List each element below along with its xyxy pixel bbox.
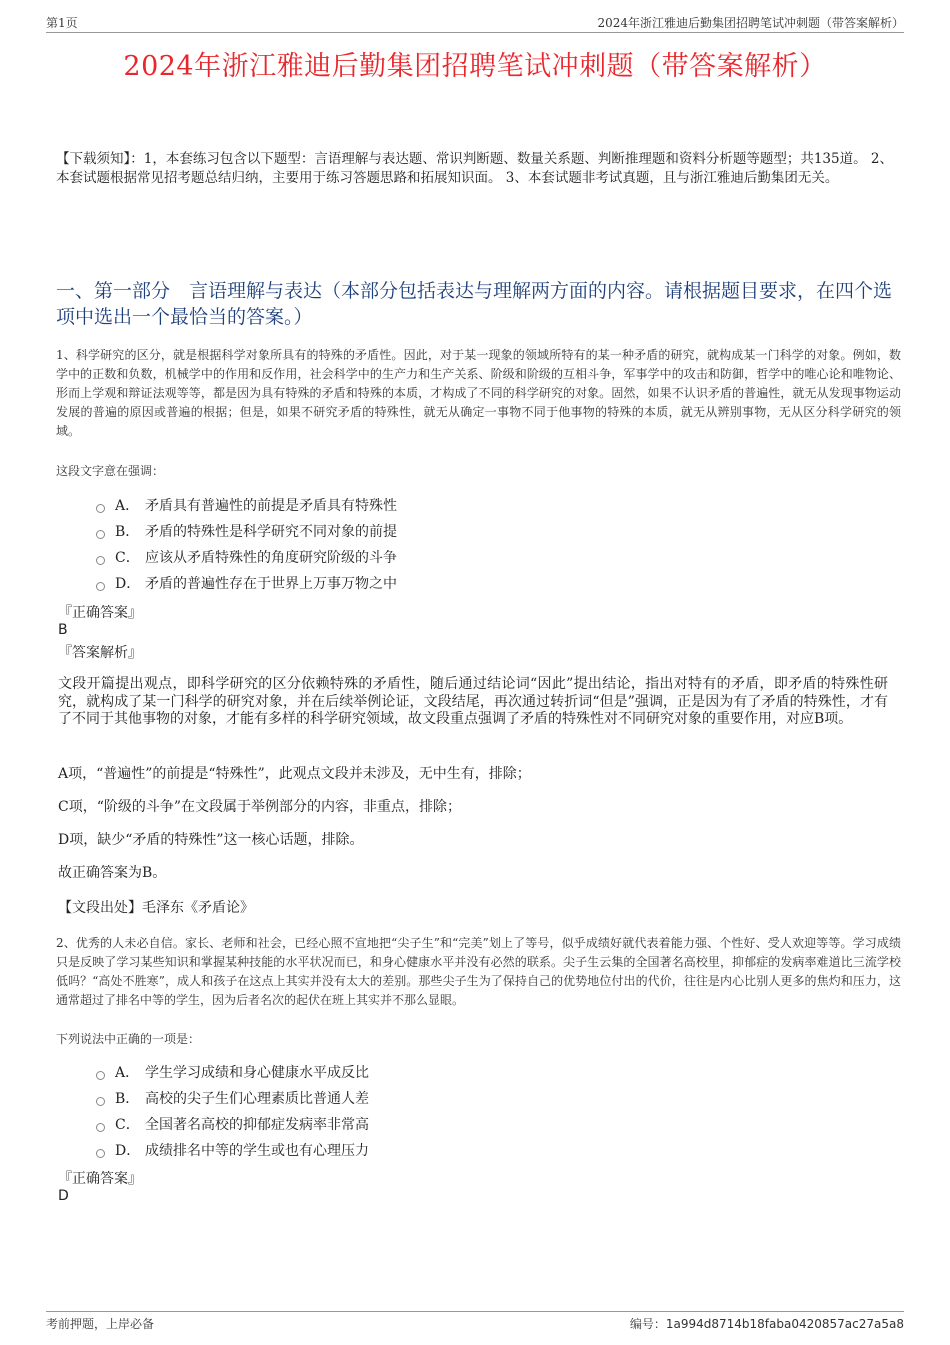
code-value: 1a994d8714b18faba0420857ac27a5a8 [665, 1317, 904, 1331]
question-1-prompt: 这段文字意在强调： [56, 464, 165, 478]
section-title: 一、第一部分 言语理解与表达（本部分包括表达与理解两方面的内容。请根据题目要求，在四个选项中选出一个最恰当的答案。） [56, 280, 893, 328]
radio-icon[interactable] [96, 1071, 105, 1080]
download-notice: 【下载须知】：1，本套练习包含以下题型：言语理解与表达题、常识判断题、数量关系题、判断推理题和资料分析题等题型；共135道。 2、本套试题根据常见招考题总结归纳，主要用于练习答题思路和拓展知识面。 3、本套试题非考试真题，且与浙江雅迪后勤集团无关。 [56, 151, 893, 186]
passage-source: 【文段出处】毛泽东《矛盾论》 [58, 900, 254, 916]
header-divider [46, 32, 904, 33]
question-1-options [96, 492, 856, 596]
option-d[interactable]: D． 矛盾的普遍性存在于世界上万事万物之中 [96, 570, 856, 596]
footer-slogan: 考前押题，上岸必备 [46, 1317, 155, 1331]
option-b[interactable]: B． 高校的尖子生们心理素质比普通人差 [96, 1085, 856, 1111]
radio-icon[interactable] [96, 530, 105, 539]
page-number: 第1页 [46, 16, 78, 30]
radio-icon[interactable] [96, 504, 105, 513]
radio-icon[interactable] [96, 1149, 105, 1158]
answer-label: 『正确答案』 [58, 1171, 142, 1187]
analysis-label: 『答案解析』 [58, 645, 142, 661]
question-1-text: 1、科学研究的区分，就是根据科学对象所具有的特殊的矛盾性。因此，对于某一现象的领域所特有的某一种矛盾的研究，就构成某一门科学的对象。例如，数学中的正数和负数，机械学中的作用和反作用，社会科学中的生产力和生产关系、阶级和阶级的互相斗争，军事学中的攻击和防御，哲学中的唯心论和唯物论、形而上学观和辩证法观等等，都是因为具有特殊的矛盾和特殊的本质，才构成了不同的科学研究的对象。固然，如果不认识矛盾的普遍性，就无从发现事物运动发展的普遍的原因或普遍的根据；但是，如果不研究矛盾的特殊性，就无从确定一事物不同于他事物的特殊的本质，就无从辨别事物，无从区分科学研究的领域。 [56, 348, 901, 438]
header-doc-title: 2024年浙江雅迪后勤集团招聘笔试冲刺题（带答案解析） [597, 16, 904, 30]
analysis-conclusion: 故正确答案为B。 [58, 865, 167, 881]
analysis-option-d: D项，缺少“矛盾的特殊性”这一核心话题，排除。 [58, 832, 364, 848]
analysis-paragraph: 文段开篇提出观点，即科学研究的区分依赖特殊的矛盾性，随后通过结论词“因此”提出结论，指出对特有的矛盾，即矛盾的特殊性研究，就构成了某一门科学的研究对象，并在后续举例论证，文段结尾，再次通过转折词“但是”强调，正是因为有了矛盾的特殊性，才有了不同于其他事物的对象，才能有多样的科学研究领域，故文段重点强调了矛盾的特殊性对不同研究对象的重要作用，对应B项。 [58, 676, 888, 727]
analysis-option-a: A项，“普遍性”的前提是“特殊性”，此观点文段并未涉及，无中生有，排除； [58, 766, 531, 782]
code-label: 编号： [629, 1317, 666, 1331]
option-d[interactable]: D． 成绩排名中等的学生或也有心理压力 [96, 1137, 856, 1163]
correct-answer: B [58, 622, 68, 638]
analysis-option-c: C项，“阶级的斗争”在文段属于举例部分的内容，非重点，排除； [58, 799, 462, 815]
correct-answer: D [58, 1188, 69, 1204]
question-2-text: 2、优秀的人未必自信。家长、老师和社会，已经心照不宣地把“尖子生”和“完美”划上了等号，似乎成绩好就代表着能力强、个性好、受人欢迎等等。学习成绩只是反映了学习某些知识和掌握某种技能的水平状况而已，和身心健康水平并没有必然的联系。尖子生云集的全国著名高校里，抑郁症的发病率难道比三流学校低吗？“高处不胜寒”，成人和孩子在这点上其实并没有太大的差别。那些尖子生为了保持自己的优势地位付出的代价，往往是内心比别人更多的焦灼和压力，这通常超过了排名中等的学生，因为后者名次的起伏在班上其实并不那么显眼。 [56, 936, 901, 1007]
option-c[interactable]: C． 应该从矛盾特殊性的角度研究阶级的斗争 [96, 544, 856, 570]
question-2-options [96, 1059, 856, 1163]
radio-icon[interactable] [96, 582, 105, 591]
question-2-prompt: 下列说法中正确的一项是： [56, 1032, 201, 1046]
radio-icon[interactable] [96, 1123, 105, 1132]
option-b[interactable]: B． 矛盾的特殊性是科学研究不同对象的前提 [96, 518, 856, 544]
answer-label: 『正确答案』 [58, 605, 142, 621]
option-a[interactable]: A． 矛盾具有普遍性的前提是矛盾具有特殊性 [96, 492, 856, 518]
radio-icon[interactable] [96, 1097, 105, 1106]
option-a[interactable]: A． 学生学习成绩和身心健康水平成反比 [96, 1059, 856, 1085]
document-code [630, 1315, 904, 1332]
page-title: 2024年浙江雅迪后勤集团招聘笔试冲刺题（带答案解析） [123, 51, 827, 82]
radio-icon[interactable] [96, 556, 105, 565]
option-c[interactable]: C． 全国著名高校的抑郁症发病率非常高 [96, 1111, 856, 1137]
footer-divider [46, 1311, 904, 1312]
